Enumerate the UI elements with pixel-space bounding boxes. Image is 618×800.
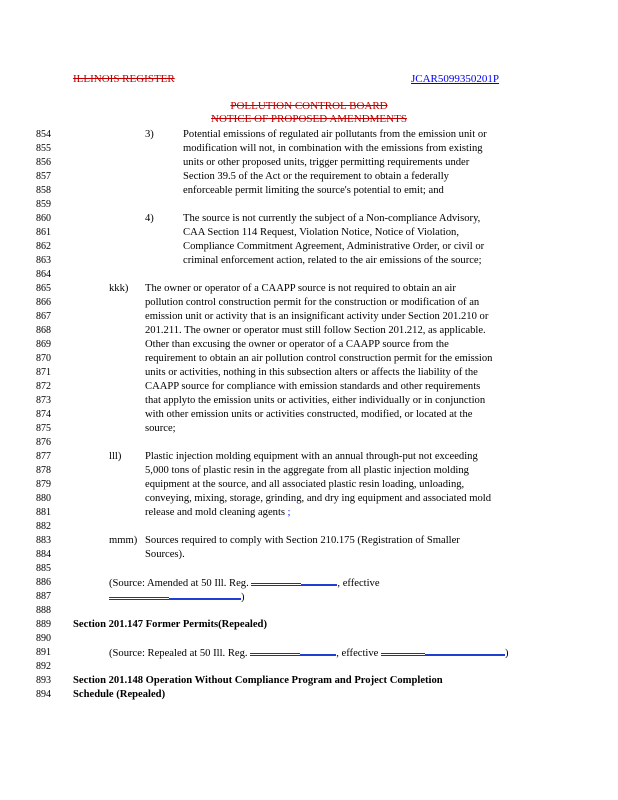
deleted-blank [109, 590, 169, 600]
source-note-repealed [109, 646, 509, 661]
item-4-label: 4) [145, 213, 154, 224]
line-number: 890 [36, 633, 51, 644]
notice-title: NOTICE OF PROPOSED AMENDMENTS [211, 113, 407, 125]
line-number: 858 [36, 185, 51, 196]
line-number: 866 [36, 297, 51, 308]
line-number: 878 [36, 465, 51, 476]
line-number: 854 [36, 129, 51, 140]
line-number: 859 [36, 199, 51, 210]
line-number: 870 [36, 353, 51, 364]
line-number: 885 [36, 563, 51, 574]
line-number: 880 [36, 493, 51, 504]
line-number: 893 [36, 675, 51, 686]
section-201-147-heading: Section 201.147 Former Permits(Repealed) [73, 619, 267, 630]
line-number: 862 [36, 241, 51, 252]
inserted-blank [301, 577, 337, 586]
line-number: 874 [36, 409, 51, 420]
line-number: 887 [36, 591, 51, 602]
item-4-text: The source is not currently the subject of a Non-compliance Advisory, CAA Section 114 Request, Violation Notice, Notice of Violation, Compliance Commitment Agreement, Administrative Order, or civil or criminal enforcement action, related to the air emissions of the source; [183, 213, 485, 266]
line-number: 869 [36, 339, 51, 350]
line-number: 888 [36, 605, 51, 616]
deleted-blank [381, 646, 425, 656]
item-3-text: Potential emissions of regulated air pollutants from the emission unit or modification will not, in combination with the emissions from existing units or other proposed units, trigger permitting requirements under Section 39.5 of the Act or the requirement to obtain a federally enforceable permit limiting the source's potential to emit; and [183, 129, 487, 196]
source-amended-prefix: (Source: Amended at 50 Ill. Reg. [109, 578, 252, 589]
line-number: 883 [36, 535, 51, 546]
line-number: 882 [36, 521, 51, 532]
line-number: 879 [36, 479, 51, 490]
source-note-amended-line2 [109, 590, 245, 605]
item-lll-body: Plastic injection molding equipment with an annual through-put not exceeding 5,000 tons of plastic resin in the aggregate from all plastic injection molding equipment at the source, and all associated plastic resin loading, unloading, conveying, mixing, storage, grinding, and dry ing equipment and associated mold release and mold cleaning agents [145, 451, 491, 518]
line-number: 857 [36, 171, 51, 182]
inserted-blank [425, 647, 505, 656]
line-number: 856 [36, 157, 51, 168]
line-number: 881 [36, 507, 51, 518]
source-note-amended [109, 576, 380, 591]
line-number: 892 [36, 661, 51, 672]
line-number: 865 [36, 283, 51, 294]
document-id-link[interactable]: JCAR5099350201P [411, 73, 500, 85]
item-3-label: 3) [145, 129, 154, 140]
line-number: 891 [36, 647, 51, 658]
line-number: 864 [36, 269, 51, 280]
item-lll-label: lll) [109, 451, 122, 462]
line-number: 886 [36, 577, 51, 588]
line-number: 868 [36, 325, 51, 336]
item-lll-text [145, 450, 491, 520]
source-repealed-effective: , effective [336, 648, 382, 659]
line-number: 867 [36, 311, 51, 322]
line-number: 860 [36, 213, 51, 224]
inserted-blank [169, 591, 241, 600]
source-repealed-prefix: (Source: Repealed at 50 Ill. Reg. [109, 648, 251, 659]
deleted-blank [251, 576, 301, 586]
line-number: 861 [36, 227, 51, 238]
board-title: POLLUTION CONTROL BOARD [230, 100, 388, 112]
line-number: 875 [36, 423, 51, 434]
line-number: 871 [36, 367, 51, 378]
source-repealed-close: ) [505, 648, 509, 659]
line-number: 863 [36, 255, 51, 266]
line-number: 894 [36, 689, 51, 700]
insertion-mark: ; [287, 507, 291, 518]
line-number: 877 [36, 451, 51, 462]
section-201-148-heading: Section 201.148 Operation Without Compliance Program and Project Completion Schedule (Repealed) [73, 675, 443, 700]
line-number: 873 [36, 395, 51, 406]
item-mmm-label: mmm) [109, 535, 138, 546]
item-mmm-text: Sources required to comply with Section 210.175 (Registration of Smaller Sources). [145, 535, 460, 560]
line-number: 889 [36, 619, 51, 630]
line-number: 872 [36, 381, 51, 392]
register-header: ILLINOIS REGISTER [73, 73, 175, 85]
line-number: 876 [36, 437, 51, 448]
item-kkk-label: kkk) [109, 283, 129, 294]
source-amended-close: ) [241, 592, 245, 603]
item-kkk-text: The owner or operator of a CAAPP source is not required to obtain an air pollution control construction permit for the construction or modification of an emission unit or activity that is an insignificant activity under Section 201.210 or 201.211. The owner or operator must still follow Section 201.212, as applicable. Other than excusing the owner or operator of a CAAPP source from the requirement to obtain an air pollution control construction permit for the emission units or activities, nothing in this subsection alters or affects the liability of the CAAPP source for compliance with emission standards and other requirements that applyto the emission units or activities, either individually or in conjunction with other emission units or activities constructed, modified, or located at the source; [145, 283, 493, 434]
source-amended-effective: , effective [337, 578, 380, 589]
inserted-blank [300, 647, 336, 656]
line-number: 855 [36, 143, 51, 154]
deleted-blank [250, 646, 300, 656]
line-number: 884 [36, 549, 51, 560]
